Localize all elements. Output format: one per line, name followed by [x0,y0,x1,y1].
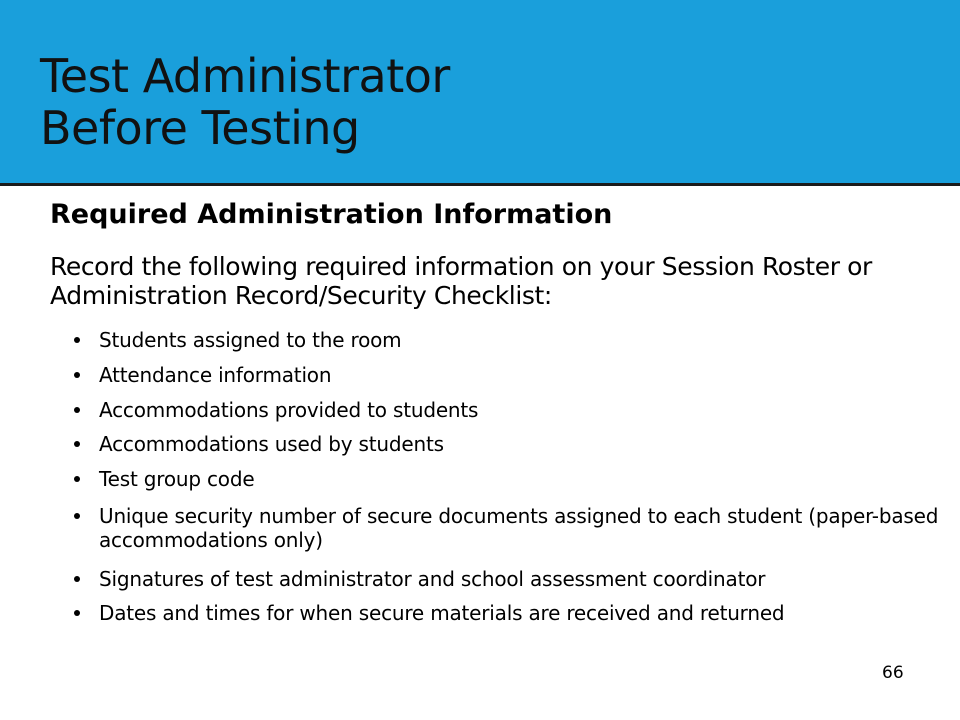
bullet-icon [74,441,80,447]
list-item-text: Students assigned to the room [99,328,402,352]
title-divider [0,183,960,186]
list-item-text: Unique security number of secure documents assigned to each student (paper-based accommodations only) [99,504,939,552]
list-item-text: Accommodations used by students [99,432,444,456]
intro-text: Record the following required information on your Session Roster or Administration Record/Security Checklist: [50,252,872,310]
bullet-icon [74,337,80,343]
bullet-icon [74,476,80,482]
list-item-text: Test group code [99,467,255,491]
bullet-icon [74,576,80,582]
list-item-text: Signatures of test administrator and school assessment coordinator [99,567,766,591]
section-heading: Required Administration Information [50,199,613,230]
list-item-text: Attendance information [99,363,332,387]
page-number: 66 [882,663,904,683]
list-item-text: Accommodations provided to students [99,398,479,422]
bullet-icon [74,513,80,519]
slide-title [40,50,450,154]
slide-title-line-1: Test Administrator [40,49,450,103]
bullet-icon [74,407,80,413]
slide-title-line-2: Before Testing [40,101,360,155]
list-item-text: Dates and times for when secure materials are received and returned [99,601,785,625]
bullet-icon [74,372,80,378]
bullet-icon [74,610,80,616]
